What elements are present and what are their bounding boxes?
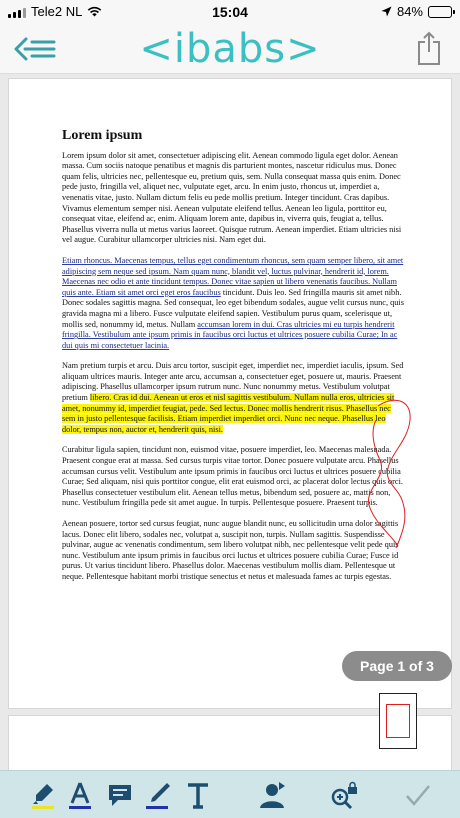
paragraph-3-text: Nam pretium turpis et arcu. Duis arcu tortor, suscipit eget, imperdiet nec, imperdiet iaculis, ipsum. Sed aliquam ultrices mauris. Integer ante arcu, accumsan a, consectetuer eget, posuere ut, mauris. Praesent adipiscing. Phasellus ullamcorper ipsum rutrum nunc. Nunc nonummy metus. Vestibulum volutpat pretium xyxy=(62,361,404,403)
highlighter-tool[interactable] xyxy=(28,779,60,811)
confirm-button[interactable] xyxy=(402,779,434,811)
battery-percent: 84% xyxy=(396,4,423,19)
share-icon[interactable] xyxy=(416,30,442,66)
paragraph-1: Lorem ipsum dolor sit amet, consectetuer adipiscing elit. Aenean commodo ligula eget dolor. Aenean massa. Cum sociis natoque penatibus et magnis dis parturient montes, nascetur ridiculus mus. Donec quam felis, ultricies nec, pellentesque eu, pretium quis, sem. Nulla consequat massa quis enim. Donec pede justo, fringilla vel, aliquet nec, vulputate eget, arcu. In enim justo, rhoncus ut, imperdiet a, venenatis vitae, justo. Nullam dictum felis eu pede mollis pretium. Integer tincidunt. Cras dapibus. Vivamus elementum semper nisi. Aenean vulputate eleifend tellus. Aenean leo ligula, porttitor eu, consequat vitae, eleifend ac, enim. Aliquam lorem ante, dapibus in, viverra quis, feugiat a, tellus. Phasellus viverra nulla ut metus varius laoreet. Quisque rutrum. Aenean imperdiet. Etiam ultricies nisi vel augue. Curabitur ullamcorper ultricies nisi. Nam eget dui. xyxy=(62,150,402,245)
viewport-indicator[interactable] xyxy=(386,704,410,738)
page-indicator: Page 1 of 3 xyxy=(342,651,452,681)
underline-annotation-b[interactable]: accumsan lorem in dui. Cras ultricies mi eu turpis hendrerit fringilla. Vestibulum ante ipsum primis in faucibus orci luctus et ultrices posuere cubilia Curae; In ac dui quis mi consectetuer lacinia. xyxy=(62,319,398,350)
location-arrow-icon xyxy=(381,6,392,17)
underline-tool[interactable] xyxy=(64,779,96,811)
text-tool[interactable] xyxy=(182,779,214,811)
annotation-toolbar xyxy=(0,770,460,818)
zoom-lock-tool[interactable] xyxy=(328,779,360,811)
status-bar xyxy=(0,0,460,24)
document-content xyxy=(62,128,404,593)
paragraph-5: Aenean posuere, tortor sed cursus feugiat, nunc augue blandit nunc, eu sollicitudin urna dolor sagittis lacus. Donec elit libero, sodales nec, volutpat a, suscipit non, turpis. Nullam sagittis. Suspendisse pulvinar, augue ac venenatis condimentum, sem libero volutpat nibh, nec pellentesque velit pede quis nunc. Vestibulum ante ipsum primis in faucibus orci luctus et ultrices posuere cubilia Curae; Fusce id purus. Ut varius tincidunt libero. Phasellus dolor. Maecenas vestibulum mollis diam. Pellentesque ut neque. Pellentesque habitant morbi tristique senectus et netus et malesuada fames ac turpis egestas. xyxy=(62,519,399,581)
user-share-icon xyxy=(257,780,287,810)
text-underline-icon xyxy=(65,780,95,810)
highlighter-icon xyxy=(29,780,59,810)
checkmark-icon xyxy=(404,781,432,809)
paragraph-3 xyxy=(62,361,404,435)
status-right xyxy=(381,4,452,19)
text-icon xyxy=(184,781,212,809)
pen-icon xyxy=(143,780,173,810)
zoom-lock-icon xyxy=(329,780,359,810)
comment-tool[interactable] xyxy=(104,779,136,811)
document-page[interactable] xyxy=(8,78,452,709)
battery-icon xyxy=(428,6,452,18)
underline-annotation-a[interactable]: Etiam rhoncus. Maecenas tempus, tellus eget condimentum rhoncus, sem quam semper libero, sit amet adipiscing sem neque sed ipsum. Nam quam nunc, blandit vel, luctus pulvinar, hendrerit id, lorem. Maecenas nec odio et ante tincidunt tempus. Donec vitae sapien ut libero venenatis faucibus. Nullam quis ante. Etiam sit amet orci eget eros faucibus xyxy=(62,255,404,297)
paragraph-2 xyxy=(62,256,404,351)
nav-bar xyxy=(0,24,460,74)
app-logo: <ibabs> xyxy=(139,26,321,72)
document-title: Lorem ipsum xyxy=(62,128,143,143)
status-time: 15:04 xyxy=(212,4,248,20)
share-user-tool[interactable] xyxy=(256,779,288,811)
carrier-label: Tele2 NL xyxy=(31,4,83,19)
highlight-annotation[interactable]: libero. Cras id dui. Aenean ut eros et nisl sagittis vestibulum. Nullam nulla eros, ultricies sit amet, nonummy id, imperdiet feugiat, pede. Sed lectus. Donec mollis hendrerit risus. Phasellus nec sem in justo pellentesque facilisis. Etiam imperdiet imperdiet orci. Nunc nec neque. Phasellus leo dolor, tempus non, auctor et, hendrerit quis, nisi. xyxy=(62,393,395,434)
page-thumbnail-navigator[interactable] xyxy=(379,693,417,749)
paragraph-2-text: tincidunt. Duis leo. Sed fringilla mauris sit amet nibh. Donec sodales sagittis magna. Sed consequat, leo eget bibendum sodales, augue velit cursus nunc, quis gravida magna mi a libero. Fusce vulputate eleifend sapien. Vestibulum purus quam, scelerisque ut, mollis sed, nonummy id, metus. Nullam xyxy=(62,287,404,329)
pen-tool[interactable] xyxy=(142,779,174,811)
paragraph-4: Curabitur ligula sapien, tincidunt non, euismod vitae, posuere imperdiet, leo. Maecenas malesuada. Praesent congue erat at massa. Sed cursus turpis vitae tortor. Donec posuere vulputate arcu. Phasellus accumsan cursus velit. Vestibulum ante ipsum primis in faucibus orci luctus et ultrices posuere cubilia Curae; Sed aliquam, nisi quis porttitor congue, elit erat euismod orci, ac placerat dolor lectus quis orci. Phasellus consectetuer vestibulum elit. Aenean tellus metus, bibendum sed, posuere ac, mattis non, nunc. Vestibulum fringilla pede sit amet augue. In turpis. Pellentesque posuere. Praesent turpis. xyxy=(62,445,403,508)
comment-icon xyxy=(106,781,134,809)
